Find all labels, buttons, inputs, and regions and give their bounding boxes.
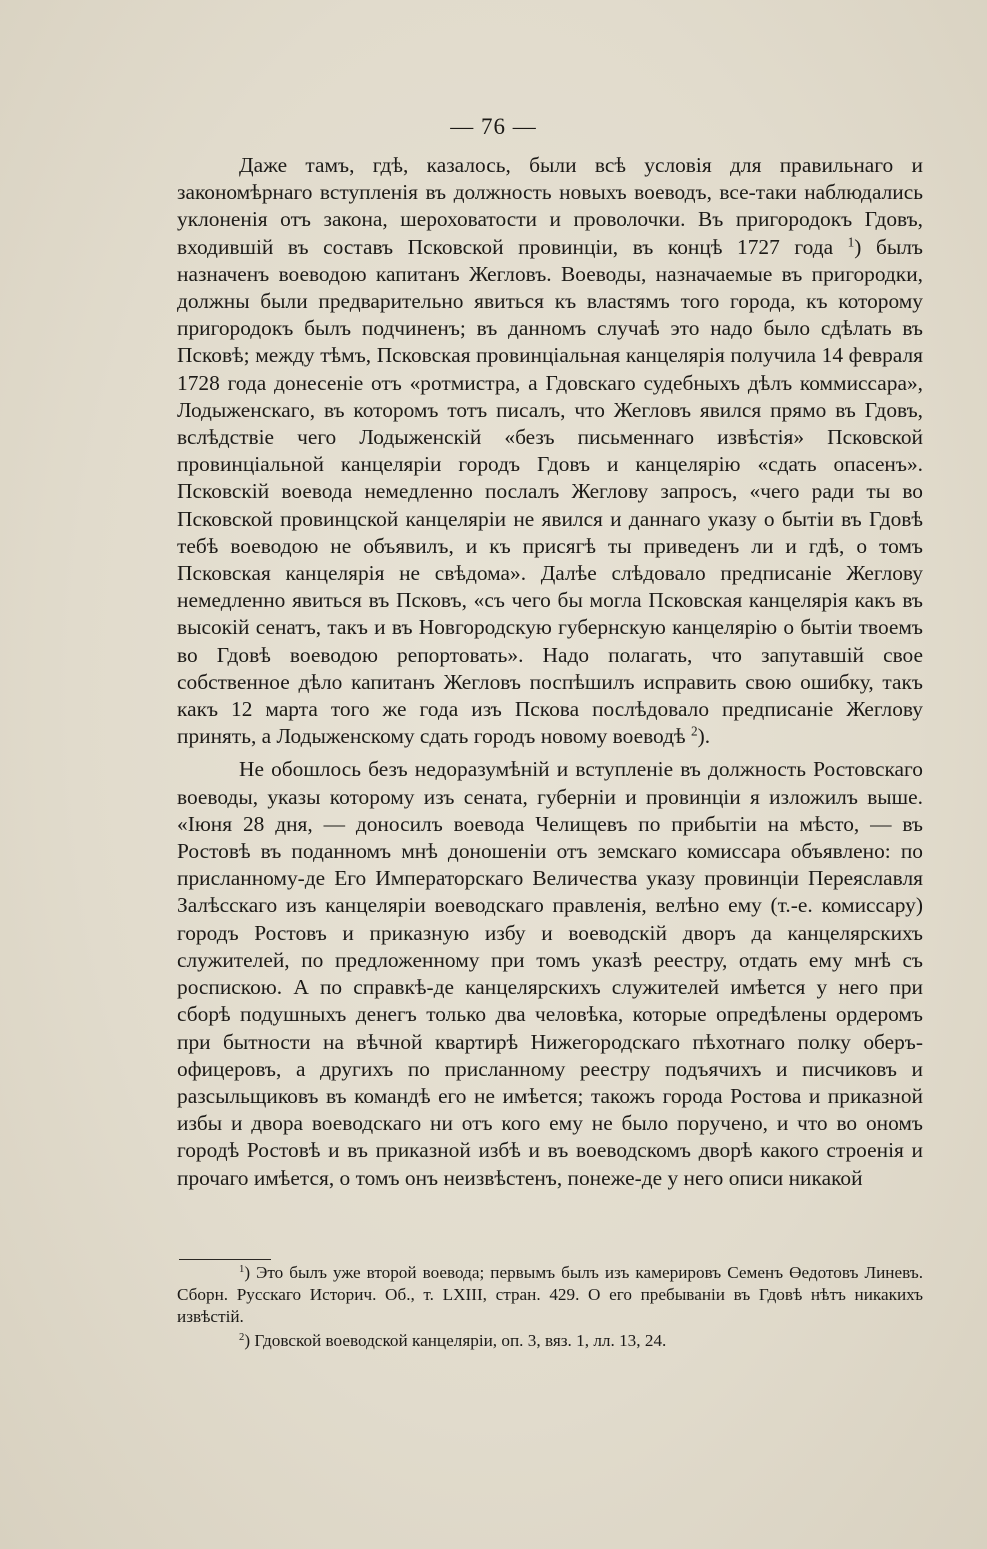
footnote-divider xyxy=(179,1259,271,1260)
paragraph-text: Даже тамъ, гдѣ, казалось, были всѣ условія для правильнаго и закономѣрнаго вступленія въ должность новыхъ воеводъ, все-таки наблюдались уклоненія отъ закона, шероховатости и проволочки. Въ пригородокъ Гдовъ, входившій въ составъ Псковской провинціи, въ концѣ 1727 года xyxy=(177,153,923,259)
footnotes xyxy=(177,1262,923,1352)
footnote-ref-1: 1 xyxy=(847,234,855,250)
footnote-1 xyxy=(177,1262,923,1328)
footnote-mark: 2 xyxy=(239,1332,245,1344)
paragraph-1 xyxy=(177,152,923,750)
paragraph-text: ) былъ назначенъ воеводою капитанъ Жегловъ. Воеводы, назначаемые въ пригородки, должны были предварительно явиться къ властямъ того города, къ которому пригородокъ былъ подчиненъ; въ данномъ случаѣ это надо было сдѣлать въ Псковѣ; между тѣмъ, Псковская провинціальная канцелярія получила 14 февраля 1728 года донесеніе отъ «ротмистра, а Гдовскаго судебныхъ дѣлъ коммиссара», Лодыженскаго, въ которомъ тотъ писалъ, что Жегловъ явился прямо въ Гдовъ, вслѣдствіе чего Лодыженскій «безъ письменнаго извѣстія» Псковской провинціальной канцеляріи городъ Гдовъ и канцелярію «сдать опасенъ». Псковскій воевода немедленно послалъ Жеглову запросъ, «чего ради ты во Псковской провинцской канцеляріи не явился и даннаго указу о бытіи въ Гдовѣ тебѣ воеводою не объявилъ, и къ присягѣ ты приведенъ ли и гдѣ, о томъ Псковская канцелярія не свѣдома». Далѣе слѣдовало предписаніе Жеглову немедленно явиться въ Псковъ, «съ чего бы могла Псковская канцелярія какъ въ высокій сенатъ, такъ и въ Новгородскую губернскую канцелярію о бытіи твоемъ во Гдовѣ воеводою репортовать». Надо полагать, что запутавшій свое собственное дѣло капитанъ Жегловъ поспѣшилъ исправить свою ошибку, такъ какъ 12 марта того же года изъ Пскова послѣдовало предписаніе Жеглову принять, а Лодыженскому сдать городъ новому воеводѣ xyxy=(177,234,923,749)
footnote-text: ) Гдовской воеводской канцеляріи, оп. 3, вяз. 1, лл. 13, 24. xyxy=(244,1331,667,1350)
footnote-text: ) Это былъ уже второй воевода; первымъ былъ изъ камерировъ Семенъ Өедотовъ Линевъ. Сборн. Русскаго Историч. Об., т. LXIII, стран. 429. О его пребываніи въ Гдовѣ нѣтъ никакихъ извѣстій. xyxy=(177,1263,923,1326)
footnote-2 xyxy=(177,1330,923,1352)
main-text xyxy=(177,152,923,1192)
paragraph-text: ). xyxy=(697,724,711,749)
footnote-ref-2: 2 xyxy=(690,723,698,739)
footnote-mark: 1 xyxy=(239,1264,245,1276)
paragraph-2: Не обошлось безъ недоразумѣній и вступленіе въ должность Ростовскаго воеводы, указы которому изъ сената, губерніи и провинціи я изложилъ выше. «Іюня 28 дня, — доносилъ воевода Челищевъ по прибытіи на мѣсто, — въ Ростовѣ въ поданномъ мнѣ доношеніи отъ земскаго комиссара объявлено: по присланному-де Его Императорскаго Величества указу провинціи Переяславля Залѣсскаго изъ канцеляріи воеводскаго правленія, велѣно ему (т.-е. комиссару) городъ Ростовъ и приказную избу и воеводскій дворъ да канцелярскихъ служителей, по предложенному при томъ указѣ реестру, отдать ему мнѣ съ роспискою. А по справкѣ-де канцелярскихъ служителей имѣется у него при сборѣ подушныхъ денегъ только два человѣка, которые опредѣлены ордеромъ при бытности на вѣчной квартирѣ Нижегородскаго пѣхотнаго полку оберъ-офицеровъ, а другихъ по присланному реестру подъячихъ и писчиковъ и разсыльщиковъ въ командѣ его не имѣется; такожъ города Ростова и приказной избы и двора воеводскаго ни отъ кого ему не было поручено, и что во ономъ городѣ Ростовѣ и въ приказной избѣ и въ воеводскомъ дворѣ какого строенія и прочаго имѣется, о томъ онъ неизвѣстенъ, понеже-де у него описи никакой xyxy=(177,757,923,1190)
page-number: — 76 — xyxy=(450,114,537,139)
